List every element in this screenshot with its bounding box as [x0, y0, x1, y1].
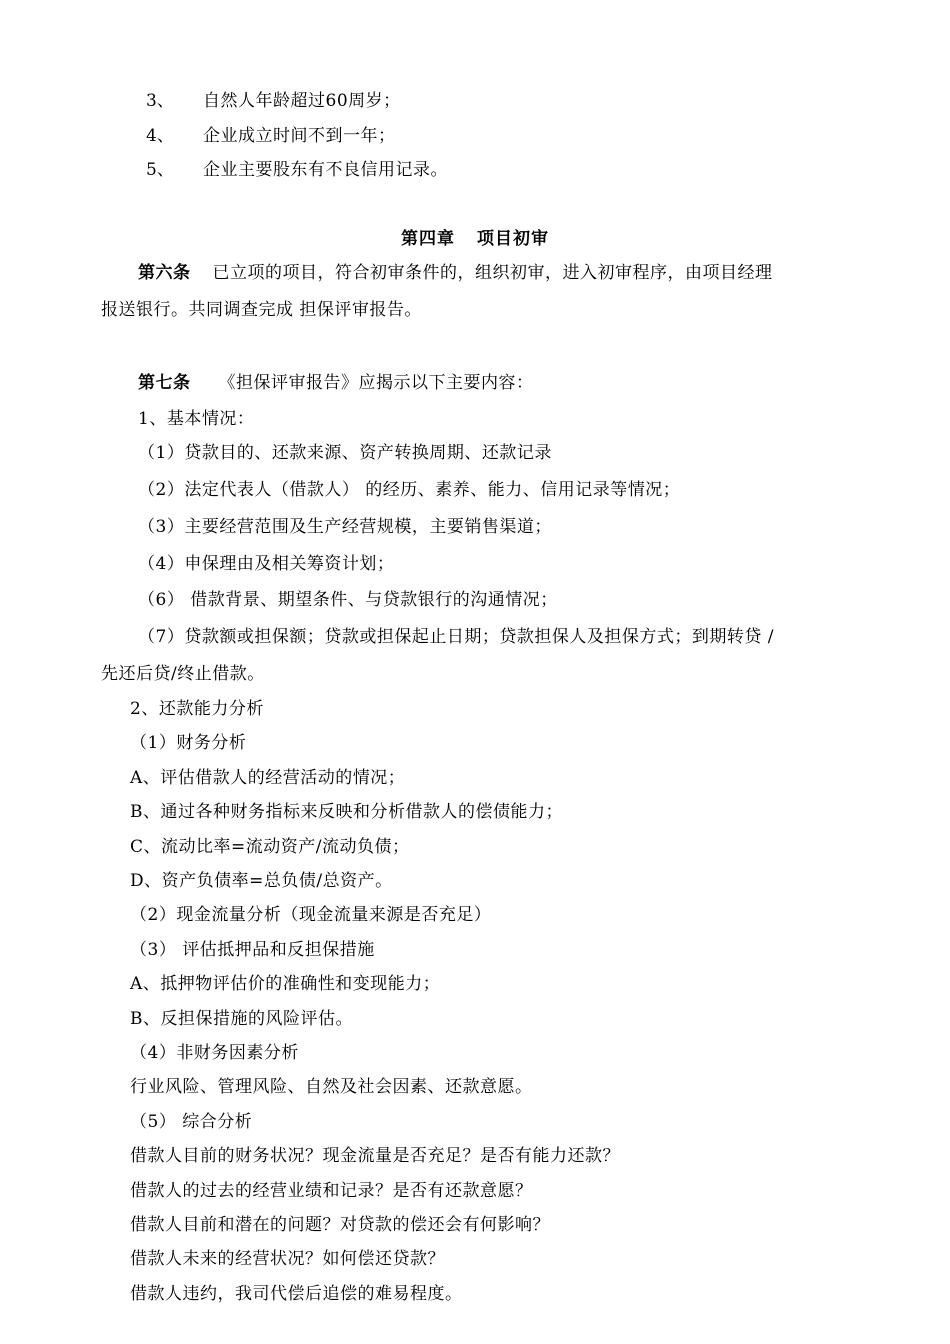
- article-6-line-1: [138, 263, 773, 283]
- article-7-text: 《担保评审报告》应揭示以下主要内容：: [218, 373, 534, 393]
- article-6-text: 已立项的项目，符合初审条件的，组织初审，进入初审程序，由项目经理: [212, 263, 773, 283]
- subsection-heading: （3） 评估抵押品和反担保措施: [130, 940, 375, 960]
- paragraph-line: 先还后贷/终止借款。: [101, 664, 265, 684]
- subsection-heading: （1）财务分析: [130, 733, 247, 753]
- subsection-heading: （5） 综合分析: [130, 1112, 253, 1132]
- article-label: 第七条: [138, 373, 191, 393]
- list-number: 3、: [146, 91, 174, 111]
- list-number: 5、: [146, 160, 174, 180]
- paragraph-line: A、抵押物评估价的准确性和变现能力；: [130, 974, 441, 994]
- section-heading: 2、还款能力分析: [130, 699, 264, 719]
- paragraph-line: （6） 借款背景、期望条件、与贷款银行的沟通情况；: [138, 590, 558, 610]
- list-text: 自然人年龄超过60周岁；: [203, 91, 401, 111]
- paragraph-line: 借款人目前的财务状况？现金流量是否充足？是否有能力还款？: [130, 1146, 620, 1166]
- article-6-line-2: 报送银行。共同调查完成 担保评审报告。: [101, 300, 422, 320]
- article-label: 第六条: [138, 263, 191, 283]
- paragraph-line: （7）贷款额或担保额；贷款或担保起止日期；贷款担保人及担保方式；到期转贷 /: [138, 627, 774, 647]
- list-text: 企业主要股东有不良信用记录。: [203, 160, 448, 180]
- chapter-title: 项目初审: [477, 229, 549, 249]
- article-7-line: [138, 373, 534, 393]
- paragraph-line: 行业风险、管理风险、自然及社会因素、还款意愿。: [130, 1077, 533, 1097]
- list-number: 4、: [146, 126, 174, 146]
- chapter-heading: [0, 229, 950, 249]
- paragraph-line: A、评估借款人的经营活动的情况；: [130, 768, 406, 788]
- paragraph-line: 借款人违约，我司代偿后追偿的难易程度。: [130, 1284, 463, 1304]
- chapter-label: 第四章: [401, 229, 455, 249]
- paragraph-line: 借款人未来的经营状况？如何偿还贷款？: [130, 1249, 445, 1269]
- paragraph-line: （4）申保理由及相关筹资计划；: [138, 554, 395, 574]
- paragraph-line: D、资产负债率=总负债/总资产。: [130, 871, 393, 891]
- paragraph-line: B、通过各种财务指标来反映和分析借款人的偿债能力；: [130, 802, 563, 822]
- paragraph-line: （3）主要经营范围及生产经营规模，主要销售渠道；: [138, 517, 552, 537]
- subsection-heading: （4）非财务因素分析: [130, 1043, 299, 1063]
- subsection-heading: （2）现金流量分析（现金流量来源是否充足）: [130, 905, 492, 925]
- section-heading: 1、基本情况：: [138, 409, 255, 429]
- paragraph-line: （2）法定代表人（借款人） 的经历、素养、能力、信用记录等情况；: [138, 480, 681, 500]
- paragraph-line: （1）贷款目的、还款来源、资产转换周期、还款记录: [138, 443, 552, 463]
- list-text: 企业成立时间不到一年；: [203, 126, 396, 146]
- paragraph-line: B、反担保措施的风险评估。: [130, 1009, 353, 1029]
- paragraph-line: C、流动比率=流动资产/流动负债；: [130, 837, 410, 857]
- paragraph-line: 借款人的过去的经营业绩和记录？是否有还款意愿？: [130, 1181, 533, 1201]
- paragraph-line: 借款人目前和潜在的问题？对贷款的偿还会有何影响？: [130, 1215, 550, 1235]
